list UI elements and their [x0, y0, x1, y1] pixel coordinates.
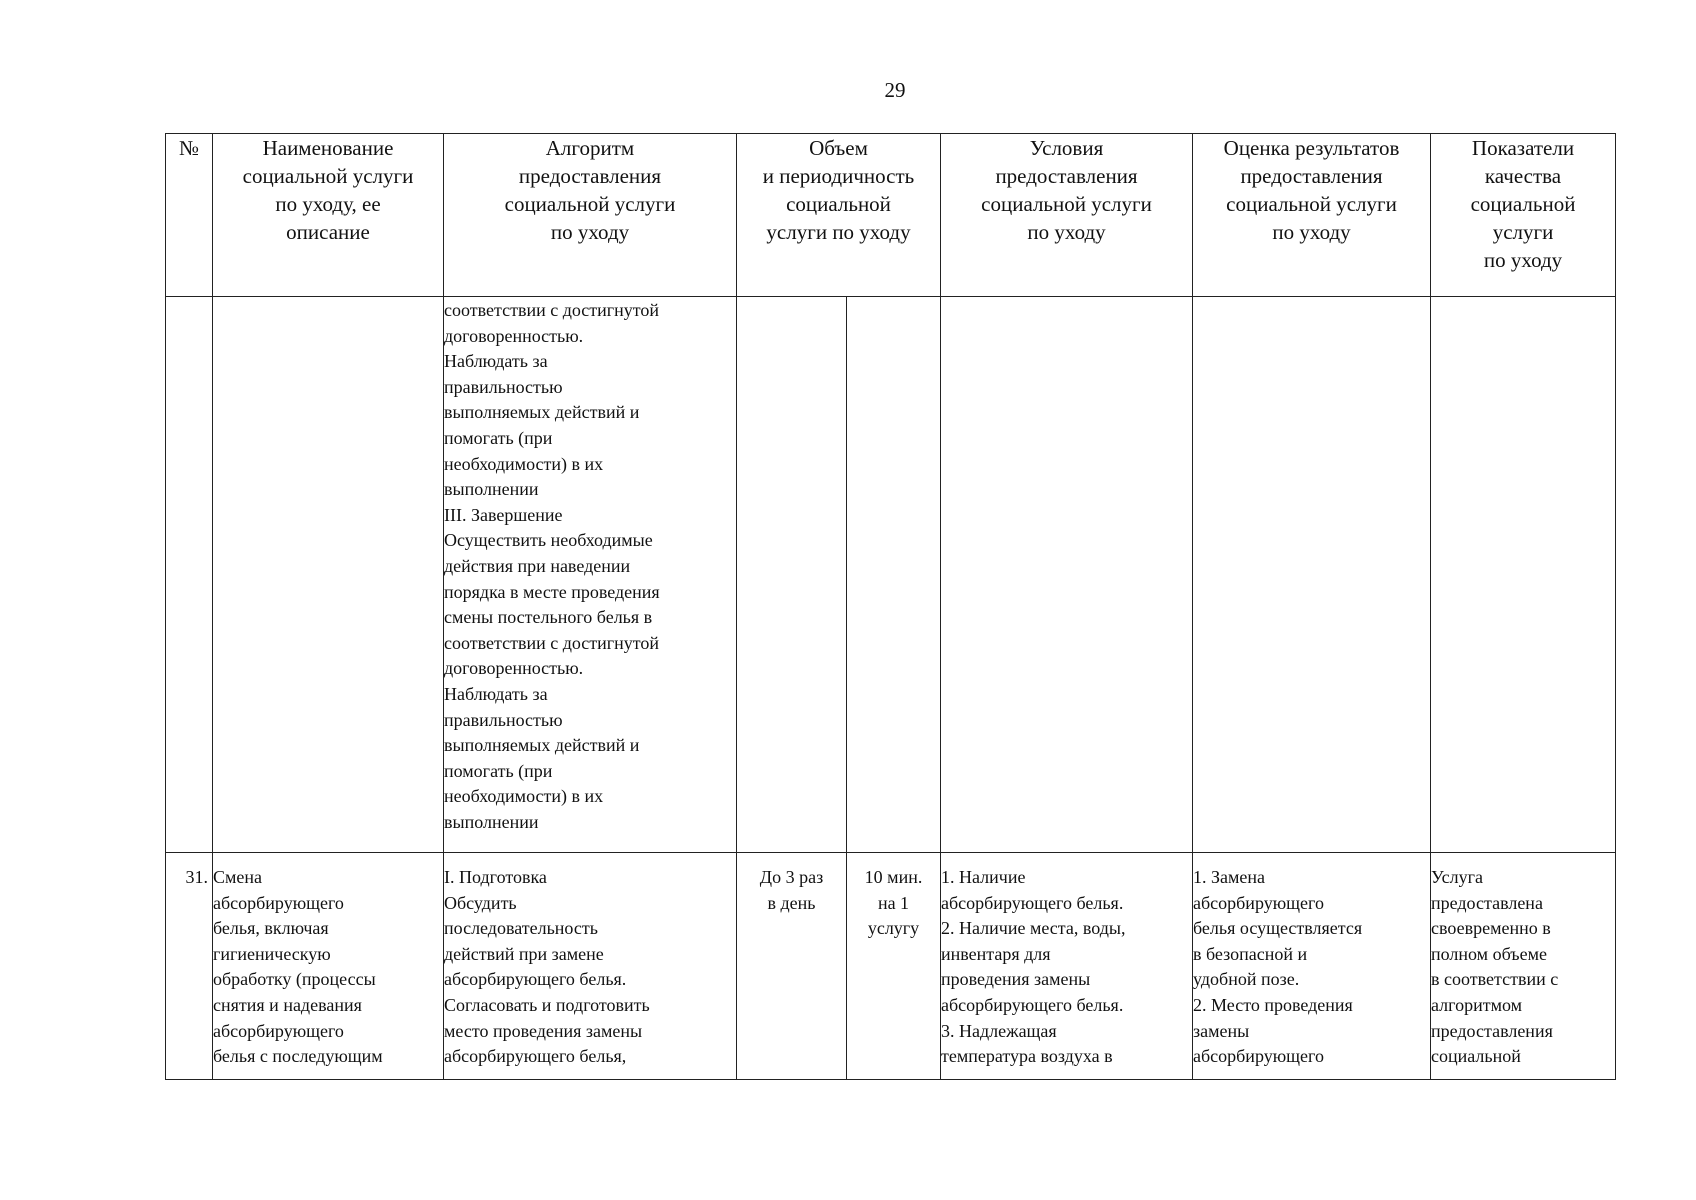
service-evaluation: 1. Замена абсорбирующего белья осуществляется в безопасной и удобной позе. 2. Место проведения замены абсорбирующего: [1193, 853, 1431, 1080]
row-num: [166, 297, 213, 853]
header-evaluation: Оценка результатов предоставления социальной услуги по уходу: [1193, 134, 1431, 297]
header-volume: Объем и периодичность социальной услуги по уходу: [737, 134, 941, 297]
header-name: Наименование социальной услуги по уходу, ее описание: [213, 134, 444, 297]
table-header-row: [166, 134, 1616, 297]
row-num: 31.: [166, 853, 213, 1080]
service-name: [213, 297, 444, 853]
table-row: [166, 853, 1616, 1080]
header-num: №: [166, 134, 213, 297]
service-name: Смена абсорбирующего белья, включая гигиеническую обработку (процессы снятия и надевания абсорбирующего белья с последующим: [213, 853, 444, 1080]
service-evaluation: [1193, 297, 1431, 853]
header-quality: Показатели качества социальной услуги по уходу: [1431, 134, 1616, 297]
service-conditions: [941, 297, 1193, 853]
service-duration: 10 мин. на 1 услугу: [847, 853, 941, 1080]
table-row: [166, 297, 1616, 853]
service-quality: [1431, 297, 1616, 853]
service-algorithm: I. Подготовка Обсудить последовательность действий при замене абсорбирующего белья. Согласовать и подготовить место проведения замены абсорбирующего белья,: [444, 853, 737, 1080]
services-table: [165, 133, 1616, 1080]
service-quality: Услуга предоставлена своевременно в полном объеме в соответствии с алгоритмом предоставления социальной: [1431, 853, 1616, 1080]
header-algorithm: Алгоритм предоставления социальной услуги по уходу: [444, 134, 737, 297]
service-frequency: [737, 297, 847, 853]
page-number: 29: [884, 78, 906, 102]
service-frequency: До 3 раз в день: [737, 853, 847, 1080]
service-algorithm: соответствии с достигнутой договоренностью. Наблюдать за правильностью выполняемых действий и помогать (при необходимости) в их выполнении III. Завершение Осуществить необходимые действия при наведении порядка в месте проведения смены постельного белья в соответствии с достигнутой договоренностью. Наблюдать за правильностью выполняемых действий и помогать (при необходимости) в их выполнении: [444, 297, 737, 853]
service-duration: [847, 297, 941, 853]
header-conditions: Условия предоставления социальной услуги по уходу: [941, 134, 1193, 297]
service-conditions: 1. Наличие абсорбирующего белья. 2. Наличие места, воды, инвентаря для проведения замены абсорбирующего белья. 3. Надлежащая температура воздуха в: [941, 853, 1193, 1080]
